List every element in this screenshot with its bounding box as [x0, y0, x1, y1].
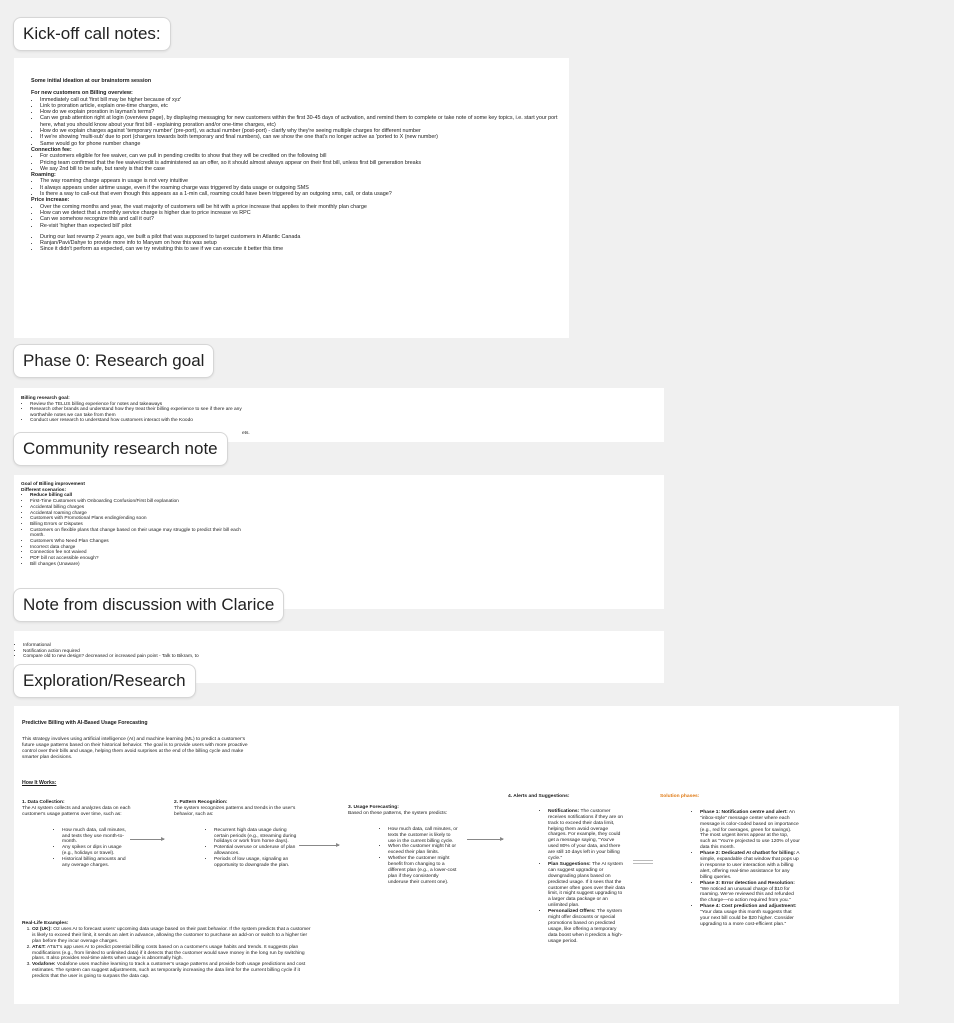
example-label: Vodafone: [32, 962, 56, 968]
community-title[interactable]: Community research note [13, 432, 228, 466]
divider-line [633, 860, 653, 861]
kickoff-heading: Some initial ideation at our brainstorm session [31, 78, 152, 84]
collection-item: • Historical billing amounts and any overage charges. [62, 857, 134, 869]
alert-label: Personalized Offers: [548, 909, 596, 915]
kickoff-note-list [31, 204, 561, 229]
exploration-heading: Predictive Billing with AI-Based Usage Forecasting [22, 720, 148, 726]
community-content [21, 482, 241, 568]
exploration-card [14, 706, 899, 1004]
community-subheading: Different scenarios: [21, 487, 67, 493]
phase0-title[interactable]: Phase 0: Research goal [13, 344, 214, 378]
step-pattern-recognition [174, 800, 302, 874]
alerts-title: 4. Alerts and Suggestions: [508, 794, 570, 799]
phase-item: • Phase 4: Cost prediction and adjustment: "Your data usage this month suggests that your next bill could be $20 higher. Consider upgrading to a more cost-efficient plan." [700, 904, 800, 928]
scenario-item: • Reduce billing call [30, 493, 241, 499]
phase0-content [21, 396, 246, 424]
phase0-goal-item: • Review the TELUS billing experience for notes and takeaways [30, 402, 246, 408]
kickoff-note-item: • It always appears under airtime usage, even if the roaming charge was triggered by data usage or outgoing SMS [40, 185, 561, 191]
scenario-item: • First-Time Customers with Onboarding Confusion/First bill explanation [30, 499, 241, 505]
example-item: 3. Vodafone: Vodafone uses machine learning to track a customer's usage patterns and provide both usage predictions and cost estimates. The system can suggest adjustments, such as temporarily increasing the data limit for the current billing cycle if it predicts that the user is going to surpass the data cap. [32, 962, 312, 980]
alert-list [508, 809, 626, 945]
clarice-content [14, 643, 314, 660]
alert-label: Notifications: [548, 808, 580, 814]
kickoff-note-item: • How do we explain proration in layman's terms? [40, 109, 561, 115]
pattern-text: The system recognizes patterns and trends in the user's behavior, such as: [174, 805, 296, 817]
kickoff-note-item: • Is there a way to call-out that even though this appears as a 1-min call, roaming could have been triggered by an outgoing sms, call, or data usage? [40, 191, 561, 197]
kickoff-trailing-item: • During our last revamp 2 years ago, we built a pilot that was supposed to target customers in Atlantic Canada [40, 234, 561, 240]
kickoff-note-list [31, 153, 561, 172]
clarice-note-item: • Informational [23, 643, 314, 649]
kickoff-note-item: • Re-visit 'higher than expected bill' pilot [40, 223, 561, 229]
collection-title: 1. Data Collection: [22, 800, 65, 805]
phase-item: • Phase 2: Dedicated AI chatbot for billing: A simple, expandable chat window that pops up in response to user interaction with a billing alert, offering real-time assistance for any billing queries. [700, 851, 800, 881]
forecast-item: • How much data, call minutes, or texts the customer is likely to use in the current billing cycle. [388, 827, 458, 845]
scenario-item: • Customers with Promotional Plans ending/ending soon [30, 516, 241, 522]
phase-list [660, 810, 800, 928]
kickoff-note-item: • How can we detect that a monthly service charge is higher due to price increase vs RPC [40, 210, 561, 216]
collection-item: • How much data, call minutes, and texts they use month-to-month. [62, 828, 134, 846]
scenario-item: • Customers on flexible plans that change based on their usage may struggle to predict their bill each month. [30, 528, 241, 539]
phase0-heading: Billing research goal: [21, 396, 70, 401]
example-label: O2 (UK): [32, 926, 52, 932]
scenario-item: • Connection fee not waived [30, 550, 241, 556]
kickoff-note-list [31, 178, 561, 197]
phase0-cut-text: ets. [242, 431, 250, 436]
pattern-item: • Periods of low usage, signaling an opportunity to downgrade the plan. [214, 857, 302, 869]
kickoff-note-item: • Pricing team confirmed that the fee waive/credit is administered as an offer, so it should almost always appear on their first bill, unless first bill generation breaks [40, 160, 561, 166]
kickoff-note-item: • For customers eligible for fee waiver, can we pull in pending credits to show that they will be credited on the following bill [40, 153, 561, 159]
forecast-list [348, 827, 458, 886]
pattern-title: 2. Pattern Recognition: [174, 800, 228, 805]
pattern-list [174, 828, 302, 869]
scenario-item: • PDF bill not accessible enough? [30, 556, 241, 562]
community-heading: Goal of Billing improvement [21, 482, 85, 487]
solution-phases-title: Solution phases: [660, 794, 700, 799]
phase-label: Phase 1: Notification centre and alert: [700, 809, 788, 815]
scenario-item: • Accidental billing charges [30, 505, 241, 511]
alert-item: • Plan Suggestions: The AI system can suggest upgrading or downgrading plans based on predicted usage. If it sees that the customer often goes over their data limit, it might suggest upgrading to a larger data package or an unlimited plan. [548, 862, 626, 909]
kickoff-note-item: • We say 2nd bill to be safe, but rarely is that the case [40, 166, 561, 172]
step-data-collection [22, 800, 134, 874]
kickoff-note-list [31, 97, 561, 147]
kickoff-trailing-item: • Since it didn't perform as expected, can we try revisiting this to see if we can execute it better this time [40, 246, 561, 252]
clarice-title[interactable]: Note from discussion with Clarice [13, 588, 284, 622]
example-item: 2. AT&T: AT&T's app uses AI to predict potential billing costs based on a customer's usage habits and trends. It suggests plan modifications (e.g., from limited to unlimited data) if it detects that the customer would save money in the long run by switching plans. It also provides real-time alerts when usage is abnormally high. [32, 945, 312, 963]
scenario-item: • Billing Errors or Disputes [30, 522, 241, 528]
collection-list [22, 828, 134, 869]
kickoff-note-item: • How do we explain charges against 'temporary number' (pre-port), vs actual number (post-port) - clarify why they're seeing multiple charges for different number [40, 128, 561, 134]
collection-text: The AI system collects and analyzes data on each customer's usage patterns over time, such as: [22, 805, 131, 817]
phase0-goal-item: • Conduct user research to understand how customers interact with the Koodo [30, 418, 246, 424]
clarice-note-item: • Notification action required [23, 649, 314, 655]
step-usage-forecasting [348, 805, 458, 891]
arrow-2 [299, 845, 339, 846]
example-item: 1. O2 (UK): O2 uses AI to forecast users' upcoming data usage based on their past behavior. If the system predicts that a customer is likely to exceed their limit, it sends an alert in advance, allowing the customer to purchase an add-on or switch to a higher tier plan before they incur overage charges. [32, 927, 312, 945]
arrow-1 [130, 839, 164, 840]
pattern-item: • Potential overuse or underuse of plan allowances. [214, 845, 302, 857]
spacer [174, 818, 302, 823]
step-alerts-suggestions [508, 794, 626, 950]
kickoff-section-title: Price increase: [31, 197, 70, 204]
kickoff-section-title: For new customers on Billing overview: [31, 90, 133, 97]
exploration-title[interactable]: Exploration/Research [13, 664, 196, 698]
clarice-note-list [14, 643, 314, 660]
kickoff-section-title: Connection fee: [31, 146, 72, 153]
forecast-text: Based on these patterns, the system predicts: [348, 810, 448, 816]
alert-item: • Notifications: The customer receives notifications if they are on track to exceed their data limit, helping them avoid overage charges. For example, they could get a message saying, "You've used 80% of your data, and there are still 10 days left in your billing cycle." [548, 809, 626, 862]
solution-phases [660, 794, 800, 933]
kickoff-note-item: • Same would go for phone number change [40, 141, 561, 147]
phase-item: • Phase 3: Error detection and Resolution: "We noticed an unusual charge of $10 for roaming. We've reviewed this and refunded the charge—no action required from you." [700, 881, 800, 905]
alert-item: • Personalized Offers: The system might offer discounts or special promotions based on predicted usage, like offering a temporary data boost when it predicts a high-usage period. [548, 909, 626, 944]
spacer [508, 800, 626, 804]
kickoff-note-item: • Link to proration article, explain one-time charges, etc [40, 103, 561, 109]
examples-title: Real-Life Examples: [22, 921, 69, 926]
arrow-3 [467, 839, 503, 840]
kickoff-note-item: • Immediately call out 'first bill may be higher because of xyz' [40, 97, 561, 103]
kickoff-note-item: • Can we grab attention right at login (overview page), by displaying messaging for new customers within the first 30-45 days of activation, and remind them to complete or take note of some key topics, i.e. start your port here, what you should know about your first bill - explaining proration and/or one-time charges, etc) [40, 115, 561, 128]
clarice-note-item: • Compare old to new design? decreased or increased pain point - Talk to Bikram, to [23, 654, 314, 660]
kickoff-trailing-list [31, 234, 561, 253]
spacer [22, 818, 134, 823]
phase0-goal-item: • Research other brands and understand how they treat their billing experience to see if there are any worthwhile notes we can take from them [30, 407, 246, 418]
alert-label: Plan Suggestions: [548, 861, 591, 867]
how-it-works-title: How It Works: [22, 780, 57, 786]
kickoff-section-title: Roaming: [31, 172, 56, 179]
pattern-item: • Recurrent high data usage during certain periods (e.g., streaming during holidays or work from home days). [214, 828, 302, 846]
phase-label: Phase 4: Cost prediction and adjustment: [700, 904, 797, 910]
phase-item: • Phase 1: Notification centre and alert: An "inbox-style" message center where each message is color-coded based on importance (e.g., red for overages, green for savings). The most urgent items appear at the top, such as "You're projected to use 120% of your data this month. [700, 810, 800, 851]
forecast-item: • Whether the customer might benefit from changing to a different plan (e.g., a lower-cost plan if they consistently underuse their current one). [388, 856, 458, 886]
kickoff-card [14, 58, 569, 338]
scenario-item: • Customers Who Need Plan Changes [30, 539, 241, 545]
phase-label: Phase 3: Error detection and Resolution: [700, 880, 795, 886]
scenario-item: • Incorrect data charge [30, 545, 241, 551]
kickoff-note-item: • The way roaming charge appears in usage is not very intuitive [40, 178, 561, 184]
exploration-intro: This strategy involves using artificial intelligence (AI) and machine learning (ML) to predict a customer's future usage patterns based on their historical behavior. The goal is to provide users with more proactive control over their bills and usage, helping them avoid surprises at the end of the billing cycle and make smarter plan decisions. [22, 737, 248, 760]
spacer [348, 817, 458, 822]
kickoff-trailing-item: • Ranjan/Pavi/Dahye to provide more info to Maryam on how this was setup [40, 240, 561, 246]
phase0-goal-list [21, 402, 246, 424]
forecast-item: • When the customer might hit or exceed their plan limits. [388, 844, 458, 856]
kickoff-title[interactable]: Kick-off call notes: [13, 17, 171, 51]
kickoff-note-item: • Over the coming months and year, the vast majority of customers will be hit with a price increase that applies to their monthly plan charge [40, 204, 561, 210]
kickoff-note-item: • Can we somehow recognize this and call it out? [40, 216, 561, 222]
example-list [22, 927, 312, 980]
spacer [660, 800, 800, 805]
forecast-title: 3. Usage Forecasting: [348, 805, 399, 810]
kickoff-note-item: • If we're showing 'multi-sub' due to port (chargers towards both temporary and final numbers), can we show the one that's no longer active as 'ported to X (new number) [40, 134, 561, 140]
divider-line-2 [633, 863, 653, 864]
scenario-item: • Bill changes (Unaware) [30, 562, 241, 568]
example-label: AT&T: [32, 944, 46, 950]
kickoff-content [31, 78, 561, 253]
real-life-examples [22, 921, 312, 980]
collection-item: • Any spikes or dips in usage (e.g., holidays or travel). [62, 845, 134, 857]
phase-label: Phase 2: Dedicated AI chatbot for billing: [700, 851, 796, 857]
scenario-item: • Accidental roaming charge [30, 511, 241, 517]
scenario-list [21, 493, 241, 567]
